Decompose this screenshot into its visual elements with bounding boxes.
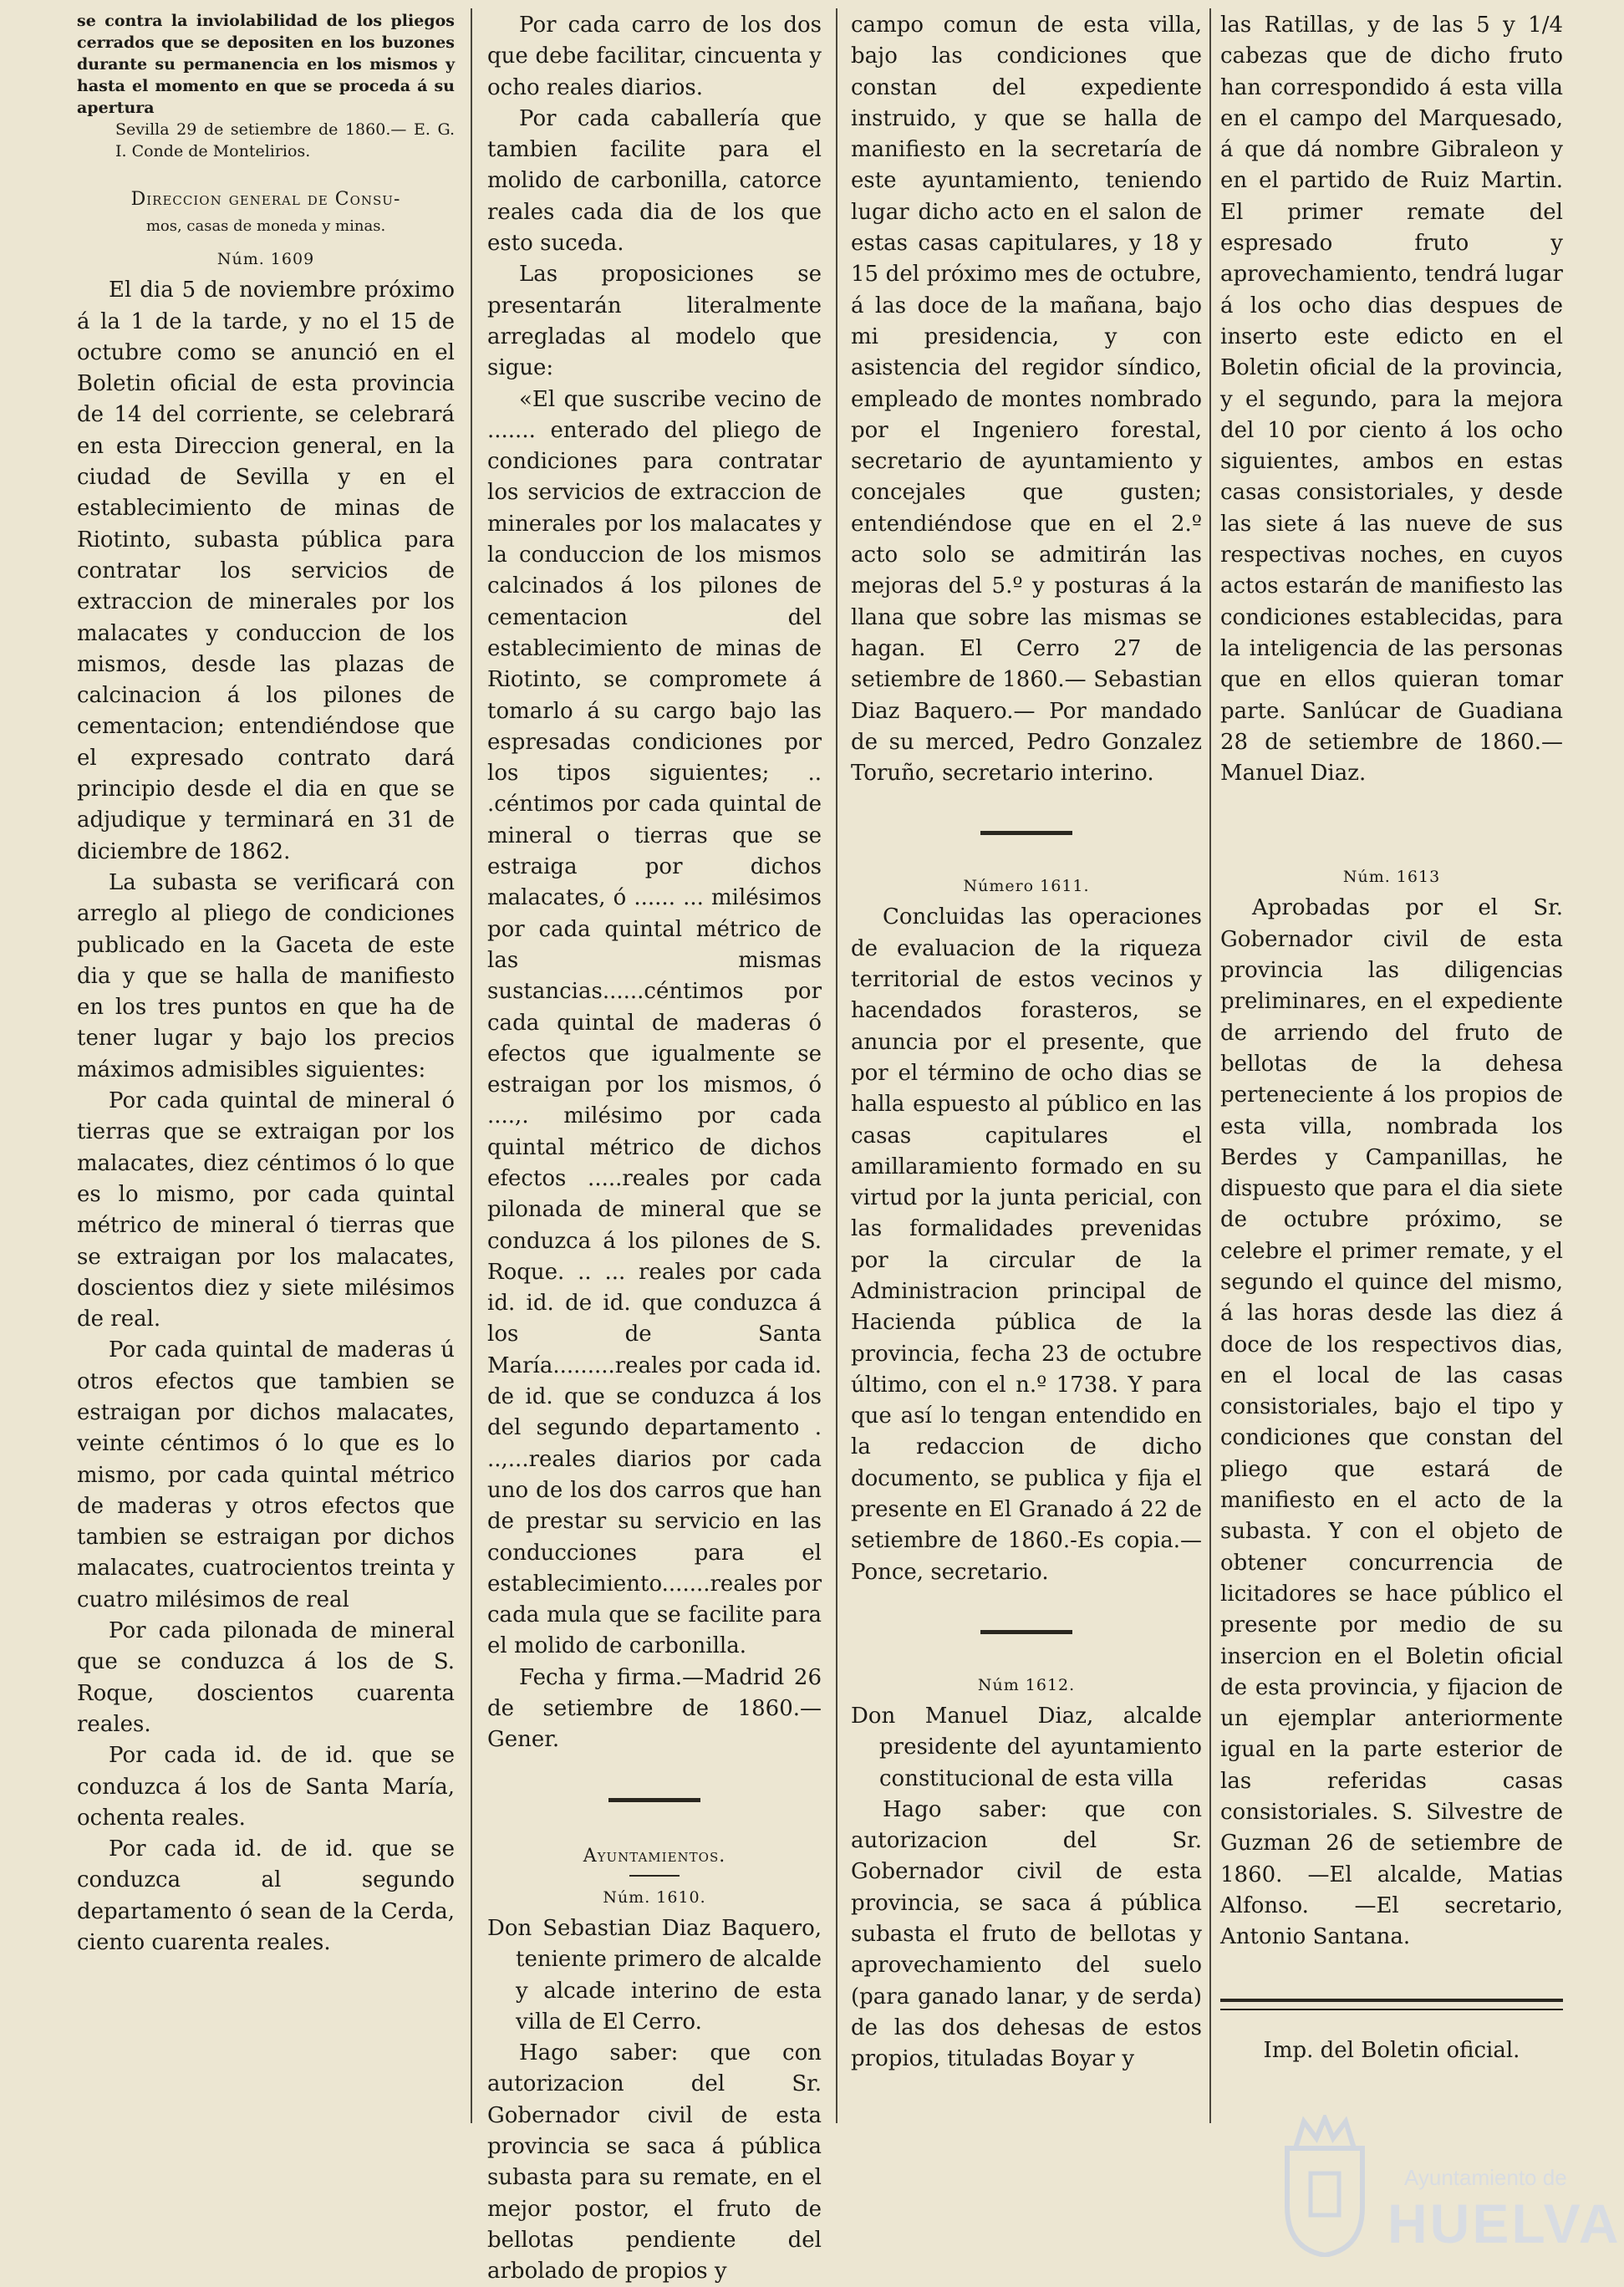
column-3 xyxy=(851,10,1202,2076)
notice-number: Núm. 1613 xyxy=(1342,868,1441,887)
paragraph: Aprobadas por el Sr. Gobernador civil de esta provincia las diligencias preliminares, en el expediente de arriendo del fruto de bellotas de la dehesa perteneciente á los propios de esta villa, nombrada los Berdes y Campanillas, he dispuesto que para el dia siete de octubre próximo, se celebre el primer remate, y el segundo el quince del mismo, á las horas desde las diez á doce de los respectivos dias, en el local de las casas consistoriales, bajo el tipo y condiciones que constan del pliego que estará de manifiesto en el acto de la subasta. Y con el objeto de obtener concurrencia de licitadores se hace público el presente por medio de su insercion en el Boletin oficial de esta provincia, y fijacion de un ejemplar anteriormente igual en la parte esterior de las referidas casas consistoriales. S. Silvestre de Guzman 26 de setiembre de 1860. —El alcalde, Matias Alfonso. —El secretario, Antonio Santana. xyxy=(1220,895,1563,1950)
notice-number: Núm 1612. xyxy=(977,1675,1076,1694)
lead-text: se contra la inviolabilidad de los pliegos cerrados que se depositen en los buzones durante su permanencia en los mismos y hasta el momento en que se proceda á su apertura xyxy=(77,12,455,117)
column-1 xyxy=(77,10,455,1958)
paragraph: Por cada quintal de mineral ó tierras que se extraigan por los malacates, diez céntimos ó lo que es lo mismo, por cada quintal métrico de mineral ó tierras que se extraigan por los malacates, doscientos diez y siete milésimos de real. xyxy=(77,1088,455,1332)
watermark-line2: HUELVA xyxy=(1387,2193,1621,2254)
column-rule xyxy=(836,8,837,2123)
paragraph: Hago saber: que con autorizacion del Sr. Gobernador civil de esta provincia, se saca á pública subasta el fruto de bellotas y aprovechamiento del suelo (para ganado lanar, y de serda) de las dos dehesas de estos propios, tituladas Boyar y xyxy=(851,1796,1202,2072)
section-title: Direccion general de Consu- xyxy=(130,189,401,210)
paragraph: campo comun de esta villa, bajo las condiciones que constan del expediente instruido, y que se halla de manifiesto en la secretaría de este ayuntamiento, teniendo lugar dicho acto en el salon de estas casas capitulares, y 18 y 15 del próximo mes de octubre, á las doce de la mañana, bajo mi presidencia, y con asistencia del regidor síndico, empleado de montes nombrado por el Ingeniero forestal, secretario de ayuntamiento y concejales que gusten; entendiéndose que en el 2.º acto solo se admitirán las mejoras del 5.º y posturas á la llana que sobre las mismas se hagan. El Cerro 27 de setiembre de 1860.— Sebastian Diaz Baquero.— Por mandado de su merced, Pedro Gonzalez Toruño, secretario interino. xyxy=(851,13,1202,787)
column-2 xyxy=(487,10,822,2287)
watermark-line1: Ayuntamiento de xyxy=(1404,2165,1567,2190)
column-rule xyxy=(1209,8,1211,2123)
printer-imprint: Imp. del Boletin oficial. xyxy=(1263,2037,1520,2063)
section-separator xyxy=(980,1630,1072,1634)
paragraph: Las proposiciones se presentarán literalmente arregladas al modelo que sigue: xyxy=(487,262,822,381)
paragraph: Por cada id. de id. que se conduzca á los de Santa María, ochenta reales. xyxy=(77,1743,455,1831)
section-title: Ayuntamientos. xyxy=(583,1845,726,1867)
column-4 xyxy=(1220,10,1563,2066)
closing-rule xyxy=(1220,1999,1563,2010)
lead-signature: Sevilla 29 de setiembre de 1860.— E. G. I. Conde de Montelirios. xyxy=(115,120,455,160)
notice-number: Núm. 1609 xyxy=(216,250,315,269)
coat-of-arms-icon xyxy=(1279,2115,1371,2257)
section-separator xyxy=(608,1798,700,1802)
notice-heading: Don Sebastian Diaz Baquero, teniente primero de alcalde y alcade interino de esta villa de El Cerro. xyxy=(487,1915,822,2035)
notice-number: Número 1611. xyxy=(963,877,1090,896)
paragraph: Por cada quintal de maderas ú otros efectos que tambien se estraigan por dichos malacates, veinte céntimos ó lo que es lo mismo, por cada quintal métrico de maderas y otros efectos que tambien se estraigan por dichos malacates, cuatrocientos treinta y cuatro milésimos de real xyxy=(77,1337,455,1612)
paragraph: Por cada pilonada de mineral que se conduzca á los de S. Roque, doscientos cuarenta reales. xyxy=(77,1618,455,1737)
column-rule xyxy=(471,8,472,2123)
archive-watermark xyxy=(1279,2115,1621,2274)
section-separator xyxy=(980,831,1072,835)
paragraph: «El que suscribe vecino de ....... enterado del pliego de condiciones para contratar los servicios de extraccion de minerales por los malacates y la conduccion de los mismos calcinados á los pilones de cementacion del establecimiento de minas de Riotinto, se compromete á tomarlo á su cargo bajo las espresadas condiciones por los tipos siguientes; .. .céntimos por cada quintal de mineral o tierras que se estraiga por dichos malacates, ó ...... ... milésimos por cada quintal métrico de las mismas sustancias......céntimos por cada quintal de maderas ó efectos que igualmente se estraigan por los mismos, ó ....,. milésimo por cada quintal métrico de dichos efectos .....reales por cada pilonada de mineral que se conduzca á los pilones de S. Roque. .. ... reales por cada id. id. de id. que conduzca á los de Santa María.........reales por cada id. de id. que se conduzca á los del segundo departamento . ..,...reales diarios por cada uno de los dos carros que han de prestar su servicio en las conducciones para el establecimiento.......reales por cada mula que se facilite para el molido de carbonilla. xyxy=(487,386,822,1659)
paragraph: Por cada caballería que tambien facilite para el molido de carbonilla, catorce reales cada dia de los que esto suceda. xyxy=(487,105,822,257)
notice-heading: Don Manuel Diaz, alcalde presidente del ayuntamiento constitucional de esta villa xyxy=(851,1703,1202,1791)
notice-number: Núm. 1610. xyxy=(603,1887,706,1907)
paragraph: Por cada id. de id. que se conduzca al segundo departamento ó sean de la Cerda, ciento cuarenta reales. xyxy=(77,1836,455,1956)
paragraph: El dia 5 de noviembre próximo á la 1 de la tarde, y no el 15 de octubre como se anunció en el Boletin oficial de esta provincia de 14 del corriente, se celebrará en esta Direccion general, en la ciudad de Sevilla y en el establecimiento de minas de Riotinto, subasta pública para contratar los servicios de extraccion de minerales por los malacates y conduccion de los mismos, desde las plazas de calcinacion á los pilones de cementacion; entendiéndose que el expresado contrato dará principio desde el dia en que se adjudique y terminará en 31 de diciembre de 1862. xyxy=(77,278,455,864)
paragraph: Concluidas las operaciones de evaluacion de la riqueza territorial de estos vecinos y hacendados forasteros, se anuncia por el presente, que por el término de ocho dias se halla espuesto al público en las casas capitulares el amillaramiento formado en su virtud por la junta pericial, con las formalidades prevenidas por la circular de la Administracion principal de Hacienda pública de la provincia, fecha 23 de octubre último, con el n.º 1738. Y para que así lo tengan entendido en la redaccion de dicho documento, se publica y fija el presente en El Granado á 22 de setiembre de 1860.-Es copia.—Ponce, secretario. xyxy=(851,904,1202,1585)
paragraph: Fecha y firma.—Madrid 26 de setiembre de 1860.— Gener. xyxy=(487,1664,822,1753)
paragraph: las Ratillas, y de las 5 y 1/4 cabezas que de dicho fruto han correspondido á esta villa en el campo del Marquesado, á que dá nombre Gibraleon y en el partido de Ruiz Martin. El primer remate del espresado fruto y aprovechamiento, tendrá lugar á los ocho dias despues de inserto este edicto en el Boletin oficial de la provincia, y el segundo, para la mejora del 10 por ciento á los ocho siguientes, ambos en estas casas consistoriales, y desde las siete á las nueve de sus respectivas noches, en cuyos actos estarán de manifiesto las condiciones establecidas, para la inteligencia de las personas que en ellos quieran tomar parte. Sanlúcar de Guadiana 28 de setiembre de 1860.— Manuel Diaz. xyxy=(1220,13,1563,787)
paragraph: La subasta se verificará con arreglo al pliego de condiciones publicado en la Gaceta de este dia y que se halla de manifiesto en los tres puntos en que ha de tener lugar y bajo los precios máximos admisibles siguientes: xyxy=(77,869,455,1082)
section-subtitle: mos, casas de moneda y minas. xyxy=(145,217,386,236)
title-underline xyxy=(629,1875,680,1877)
paragraph: Por cada carro de los dos que debe facilitar, cincuenta y ocho reales diarios. xyxy=(487,13,822,100)
paragraph: Hago saber: que con autorizacion del Sr. Gobernador civil de esta provincia se saca á pública subasta para su remate, en el mejor postor, el fruto de bellotas pendiente del arbolado de propios y xyxy=(487,2040,822,2284)
